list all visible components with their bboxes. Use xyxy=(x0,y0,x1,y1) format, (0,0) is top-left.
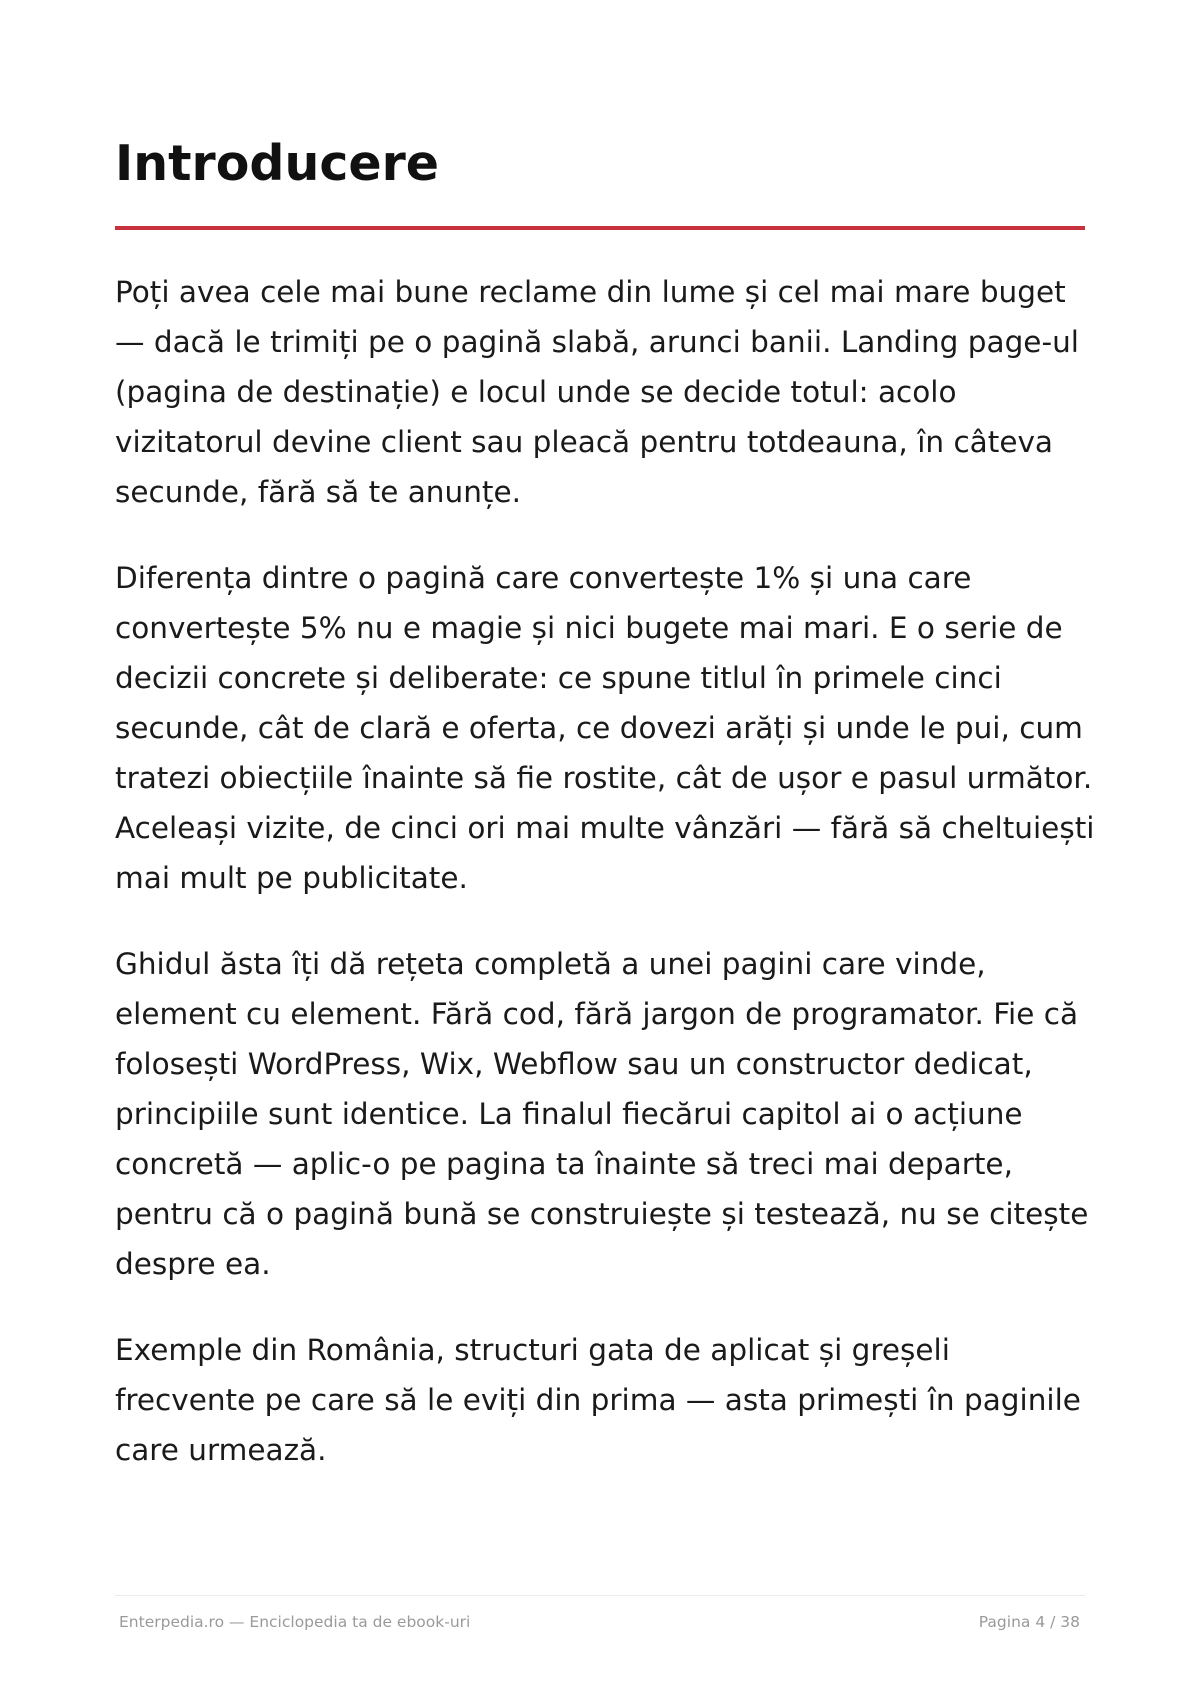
page-title: Introducere xyxy=(115,135,440,192)
title-divider xyxy=(115,226,1085,230)
paragraph-4: Exemple din România, structuri gata de aplicat și greșeli frecvente pe care să le eviți din prima — asta primești în paginile care urmează. xyxy=(115,1333,1081,1467)
paragraph-2: Diferența dintre o pagină care convertește 1% și una care convertește 5% nu e magie și nici bugete mai mari. E o serie de decizii concrete și deliberate: ce spune titlul în primele cinci secunde, cât de clară e oferta, ce dovezi arăți și unde le pui, cum tratezi obiecțiile înainte să fie rostite, cât de ușor e pasul următor. Aceleași vizite, de cinci ori mai multe vânzări — fără să cheltuiești mai mult pe publicitate. xyxy=(115,561,1095,895)
document-page xyxy=(115,0,1095,1683)
footer-divider xyxy=(115,1595,1085,1596)
footer-page-number: Pagina 4 / 38 xyxy=(978,1613,1080,1631)
body-text xyxy=(115,267,1095,1511)
paragraph-3: Ghidul ăsta îți dă rețeta completă a unei pagini care vinde, element cu element. Fără cod, fără jargon de programator. Fie că folosești WordPress, Wix, Webflow sau un constructor dedicat, principiile sunt identice. La finalul fiecărui capitol ai o acțiune concretă — aplic-o pe pagina ta înainte să treci mai departe, pentru că o pagină bună se construiește și testează, nu se citește despre ea. xyxy=(115,947,1089,1281)
footer-site-label: Enterpedia.ro — Enciclopedia ta de ebook-uri xyxy=(119,1613,471,1631)
paragraph-1: Poți avea cele mai bune reclame din lume și cel mai mare buget — dacă le trimiți pe o pagină slabă, arunci banii. Landing page-ul (pagina de destinație) e locul unde se decide totul: acolo vizitatorul devine client sau pleacă pentru totdeauna, în câteva secunde, fără să te anunțe. xyxy=(115,275,1079,509)
